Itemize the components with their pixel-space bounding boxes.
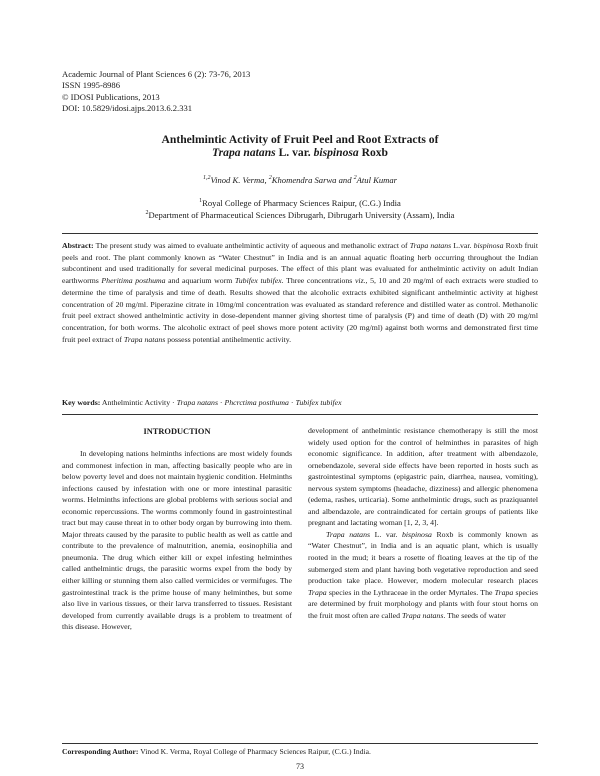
title-variety: bispinosa xyxy=(313,146,359,160)
abstract: Abstract: The present study was aimed to evaluate anthelmintic activity of aqueous and methanolic extract of Trapa natans L.var. bispinosa Roxb fruit peels and root. The plant commonly known as “Water Chestnut” in India and is an annual aquatic floating herb occurring throughout the Indian subcontinent and used traditionally for several medicinal purposes. The effect of this plant was evaluated for anthelmintic activity on adult Indian earthworms Pheritima posthuma and aquarium worm Tubifex tubifex. Three concentrations viz., 5, 10 and 20 mg/ml of each extracts were studied to determine the time of paralysis and time of death. Results showed that the alcoholic extracts exhibited significant anthelmintic activity at highest concentration of 20 mg/ml. Piperazine citrate in 10mg/ml concentration was evaluated as standard reference and distilled water as control. Methanolic fruit peel extract showed anthelmintic activity in dose-dependent manner giving shortest time of paralysis (P) and time of death (D) with 20 mg/ml concentration, for both worms. The alcoholic extract of peel shows more potent activity (20 mg/ml) against both worms and demonstrated first time fruit peel extract of Trapa natans possess potential antihelmentic activity. xyxy=(62,241,539,344)
author-list: $^{1,2}$Vinod K. Verma, $^2$Khomendra Sarwa and $^2$Atul Kumar xyxy=(202,175,398,185)
title-line-1: Anthelmintic Activity of Fruit Peel and Root Extracts of xyxy=(161,133,439,146)
issn: ISSN 1995-8986 xyxy=(62,80,121,91)
affiliation-1: $^1$Royal College of Pharmacy Sciences Raipur, (C.G.) India xyxy=(199,198,401,208)
copyright: © IDOSI Publications, 2013 xyxy=(62,91,160,102)
keyword: Trapa natans xyxy=(176,398,218,407)
paragraph: Trapa natans L. var. bispinosa Roxb is commonly known as “Water Chestnut”, in India and is an aquatic plant, which is usually rooted in the mud; it bears a rosette of floating leaves at the tip of the submerged stem and plant having both vegetative reproduction and seed production take place. However, modern molecular research places Trapa species in the Lythraceae in the order Myrtales. The Trapa species are determined by fruit morphology and plants with four stout horns on the fruit most often are called Trapa natans. The seeds of water xyxy=(308,529,538,620)
keyword: Phcrctima posthuma xyxy=(224,398,289,407)
top-divider xyxy=(62,233,538,234)
footer-divider xyxy=(62,743,538,744)
keywords-divider xyxy=(62,414,538,415)
keywords: Key words: Anthelmintic Activity · Trapa natans · Phcrctima posthuma · Tubifex tubifex xyxy=(62,398,342,407)
paragraph: development of anthelmintic resistance chemotherapy is still the most widely used option for the control of helminthes in parasites of high economic significance. In addition, after treatment with albendazole, ornebendazole, several side effects have been reported in hosts such as gastrointestinal symptoms (epigastric pain, diarrhea, nausea, vomiting), nervous system symptoms (headache, dizziness) and allergic phenomena (edema, rashes, urticaria). Some anthelmintic drugs, such as praziquantel and albendazole, are contraindicated for certain groups of patients like pregnant and lactating woman [1, 2, 3, 4]. xyxy=(308,426,538,528)
corresponding-author-label: Corresponding Author: xyxy=(62,747,139,756)
right-column xyxy=(308,425,538,621)
journal-citation: Academic Journal of Plant Sciences 6 (2): 73-76, 2013 xyxy=(62,69,251,79)
keyword: Tubifex tubifex xyxy=(295,398,342,407)
page-number: 73 xyxy=(296,762,304,771)
title-species: Trapa natans xyxy=(211,146,276,160)
abstract-label: Abstract: xyxy=(62,241,94,250)
journal-header xyxy=(62,69,250,115)
title-line-2: Trapa natans L. var. bispinosa Roxb xyxy=(211,146,389,160)
keywords-label: Key words: xyxy=(62,398,101,407)
keyword: Anthelmintic Activity xyxy=(101,398,171,407)
author-2: Khomendra Sarwa and xyxy=(271,175,354,185)
doi: DOI: 10.5829/idosi.ajps.2013.6.2.331 xyxy=(62,103,193,114)
section-heading-introduction: INTRODUCTION xyxy=(143,427,211,436)
corresponding-author: Corresponding Author: Vinod K. Verma, Royal College of Pharmacy Sciences Raipur, (C.G.) India. xyxy=(62,747,371,756)
affiliations xyxy=(0,197,600,221)
affiliation-2: $^2$Department of Pharmaceutical Sciences Dibrugarh, Dibrugarh University (Assam), India xyxy=(145,210,455,220)
author-3: Atul Kumar xyxy=(356,175,398,185)
left-column xyxy=(62,448,292,633)
author-1: Vinod K. Verma, xyxy=(210,175,269,185)
paper-title xyxy=(0,133,600,159)
paragraph: In developing nations helminths infections are most widely founds and commonest infection in man, affecting basically people who are in below poverty level and does not maintain hygienic condition. Helminths infections caused by infestation with one or more intestinal parasitic worms. Helminths infections are global problems with serious social and economic repercussions. The worms commonly found in gastrointestinal tract but may cause threat in to other body organ by burrowing into them. Major threats caused by the parasite to public health as well as cattle and contribute to the prevalence of malnutrition, anemia, eosinophilia and pneumonia. The drug which either kill or expel infesting helminthes called anthelmintic drugs, the parasitic worms expel from the body by either killing or stunning them also called vermicides or vermifuges. The gastrointestinal track is the prime house of many helminthes, but some also live in various tissues, or their larva transferred to tissues. Resistant developed from currently available drugs is a problem to treatment of this disease. However, xyxy=(62,449,292,632)
